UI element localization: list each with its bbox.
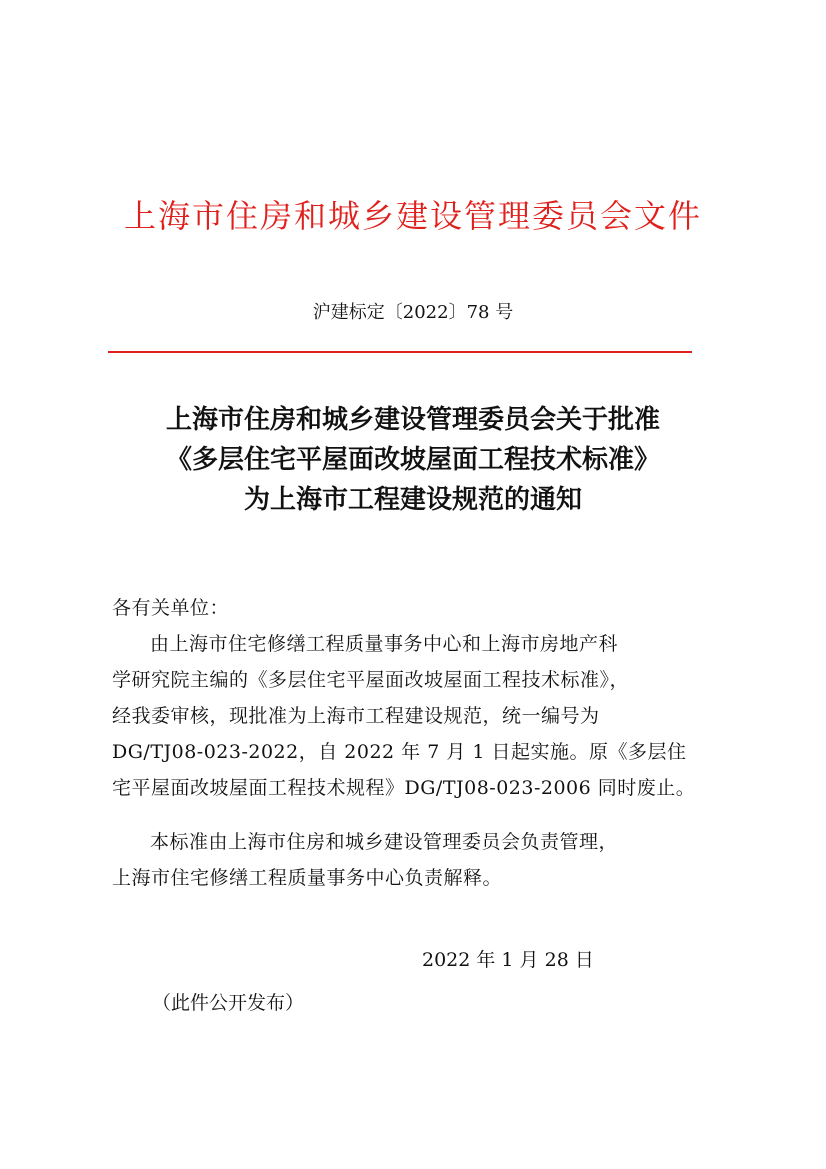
paragraph-line: 宅平屋面改坡屋面工程技术规程》DG/TJ08-023-2006 同时废止。: [112, 777, 696, 799]
salutation: 各有关单位：: [112, 597, 230, 619]
paragraph-line: 学研究院主编的《多层住宅平屋面改坡屋面工程技术标准》，: [112, 669, 630, 691]
notice-title-line: 为上海市工程建设规范的通知: [243, 485, 582, 515]
paragraph-line: 本标准由上海市住房和城乡建设管理委员会负责管理，: [150, 831, 619, 853]
release-note: （此件公开发布）: [152, 992, 305, 1014]
paragraph-line: 由上海市住宅修缮工程质量事务中心和上海市房地产科: [150, 633, 619, 655]
document-number: 沪建标定〔2022〕78 号: [312, 302, 514, 323]
paragraph-line: DG/TJ08-023-2022，自 2022 年 7 月 1 日起实施。原《多层住: [112, 741, 687, 763]
notice-title-line: 上海市住房和城乡建设管理委员会关于批准: [165, 405, 660, 435]
paragraph-approval: [112, 626, 722, 806]
paragraph-management: [112, 824, 722, 896]
red-divider-line: [108, 351, 692, 353]
notice-title-line: 《多层住宅平屋面改坡屋面工程技术标准》: [165, 445, 660, 475]
issue-date: 2022 年 1 月 28 日: [422, 949, 594, 971]
notice-title: [0, 400, 826, 520]
paragraph-line: 经我委审核，现批准为上海市工程建设规范，统一编号为: [112, 705, 600, 727]
agency-header-title: 上海市住房和城乡建设管理委员会文件: [123, 197, 702, 235]
paragraph-line: 上海市住宅修缮工程质量事务中心负责解释。: [112, 867, 503, 889]
